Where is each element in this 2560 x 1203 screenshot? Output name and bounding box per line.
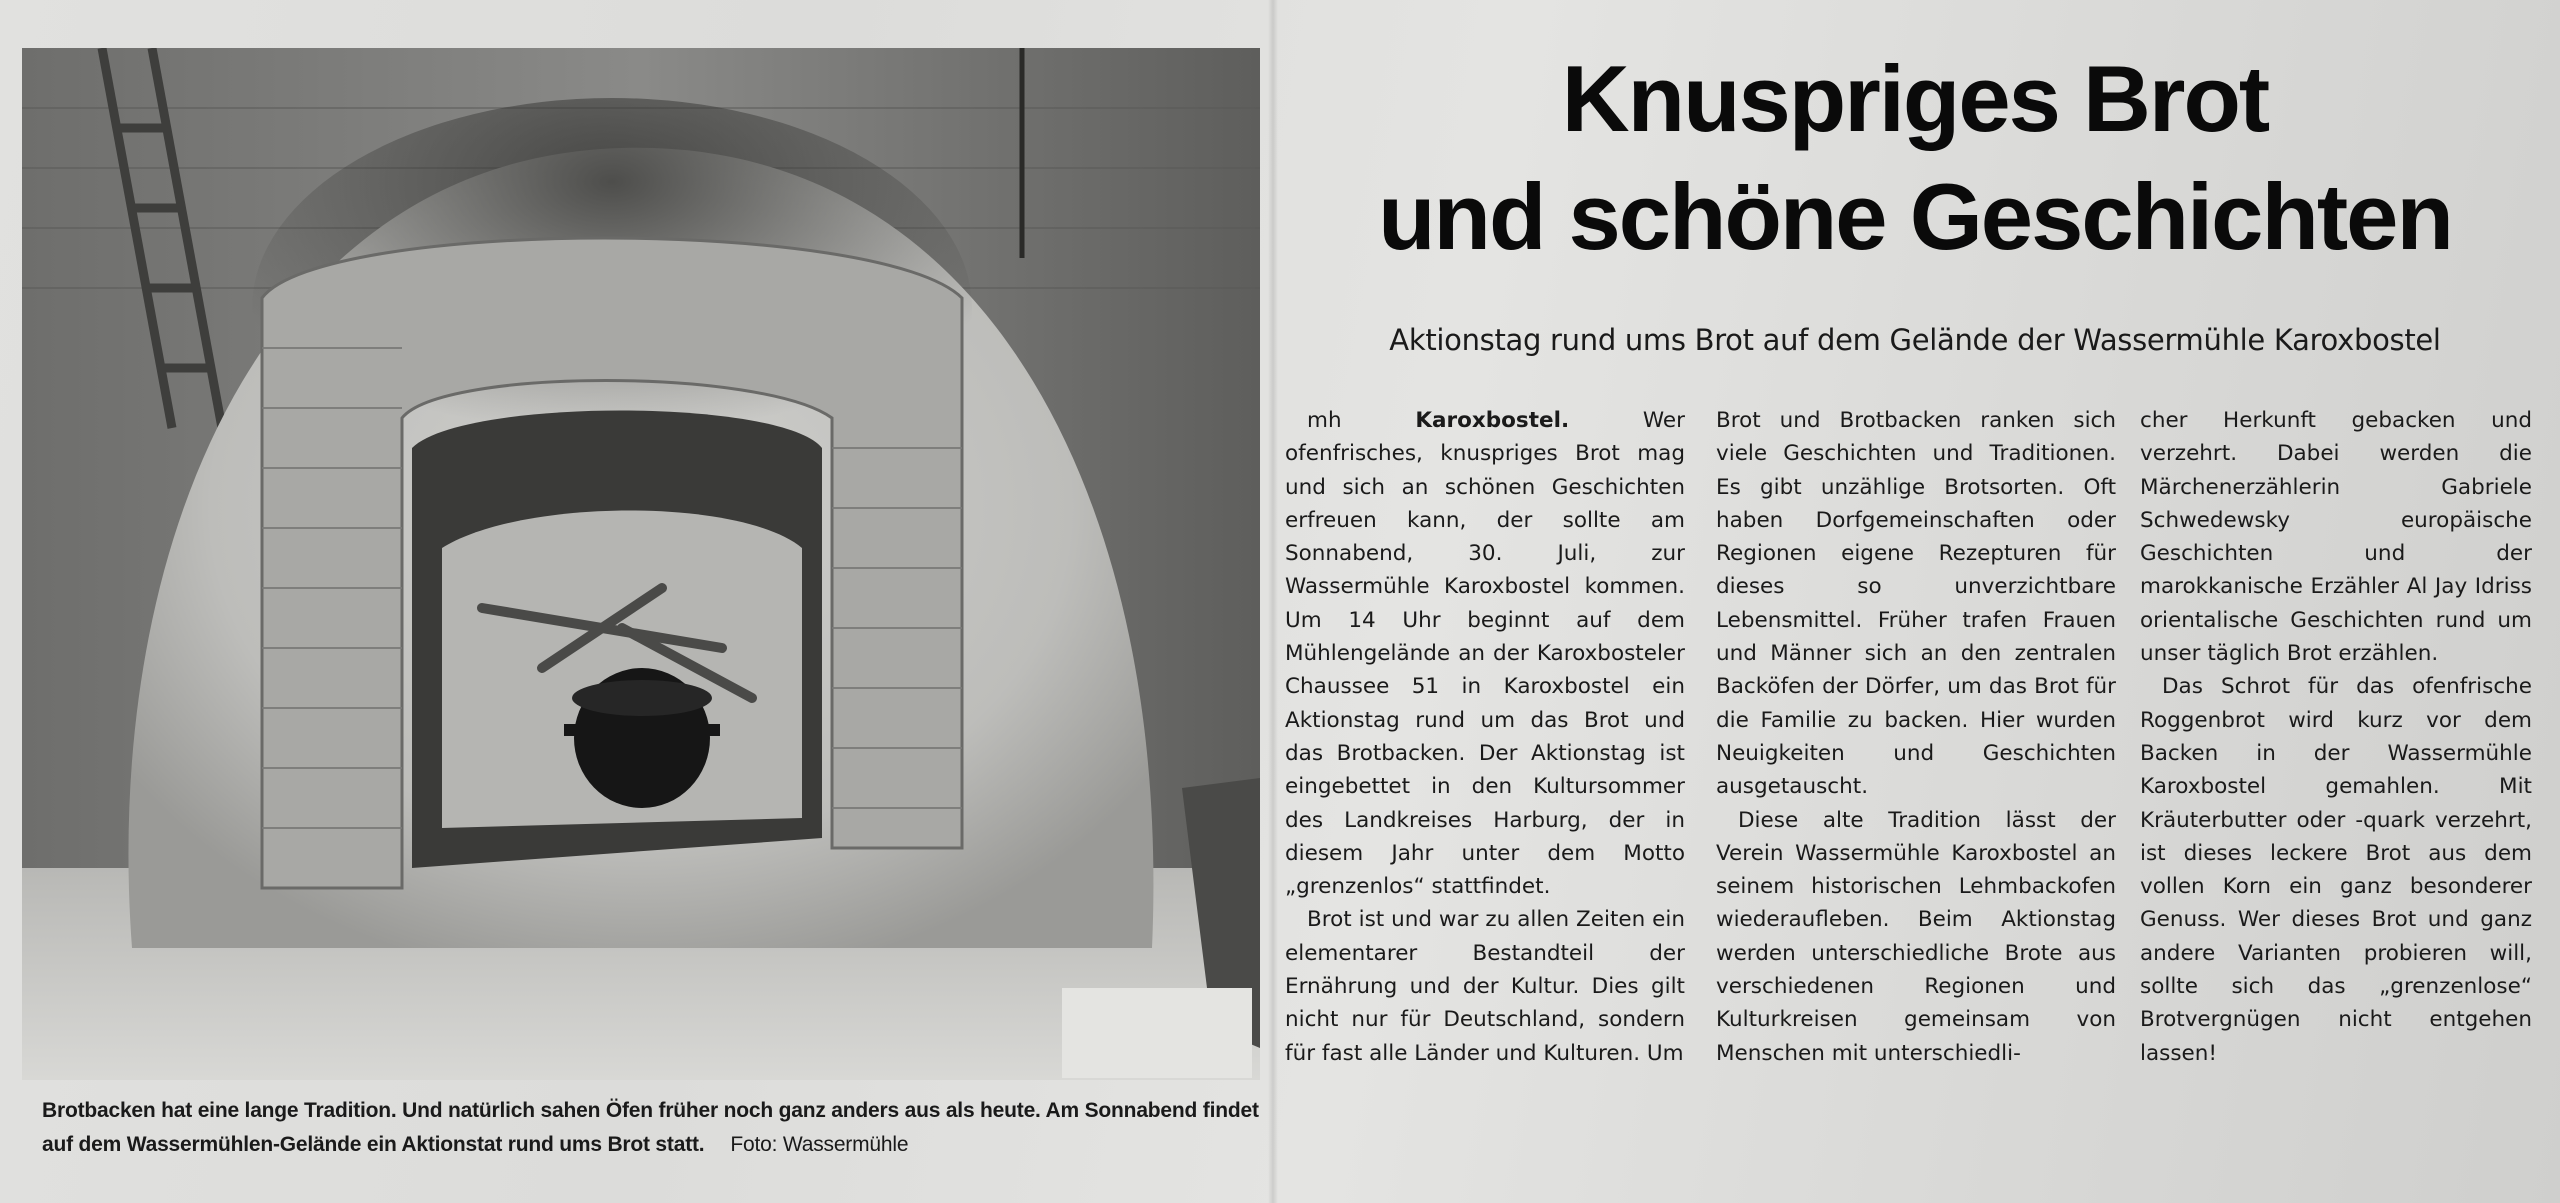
paragraph: Diese alte Tradition lässt der Verein Wassermühle Karoxbostel an seinem historischen Lehmbackofen wiederaufleben. Beim Aktionstag werden unterschiedliche Brote aus verschiedenen Regionen und Kulturkreisen gemeinsam von Menschen mit unterschiedli-	[1716, 807, 2116, 1066]
photo-caption	[42, 1094, 1262, 1162]
paragraph: Brot und Brotbacken ranken sich viele Geschichten und Traditionen. Es gibt unzählige Brotsorten. Oft haben Dorfgemeinschaften oder Regionen eigene Rezepturen für dieses so unverzichtbare Lebensmittel. Früher trafen Frauen und Männer sich an den zentralen Backöfen der Dörfer, um das Brot für die Familie zu backen. Hier wurden Neuigkeiten und Geschichten ausgetauscht.	[1716, 408, 2116, 800]
paragraph: Brot ist und war zu allen Zeiten ein elementarer Bestandteil der Ernährung und der Kultur. Dies gilt nicht nur für Deutschland, sondern für fast alle Länder und Kulturen. Um	[1285, 907, 1685, 1066]
article-column-3	[2140, 404, 2532, 1070]
paragraph: cher Herkunft gebacken und verzehrt. Dabei werden die Märchenerzählerin Gabriele Schwedewsky europäische Geschichten und der marokkanische Erzähler Al Jay Idriss orientalische Geschichten rund um unser täglich Brot erzählen.	[2140, 408, 2532, 667]
headline-line-2: und schöne Geschichten	[1378, 164, 2452, 269]
article-column-1	[1285, 404, 1685, 1070]
paper-fold	[1268, 0, 1278, 1203]
photo-credit: Foto: Wassermühle	[730, 1133, 909, 1156]
headline-line-1: Knuspriges Brot	[1561, 46, 2269, 151]
paragraph: Das Schrot für das ofenfrische Roggenbrot wird kurz vor dem Backen in der Wassermühle Karoxbostel gemahlen. Mit Kräuterbutter oder -quark verzehrt, ist dieses leckere Brot aus dem vollen Korn ein ganz besonderer Genuss. Wer dieses Brot und ganz andere Varianten probieren will, sollte sich das „grenzenlose“ Brotvergnügen nicht entgehen lassen!	[2140, 674, 2532, 1066]
article-column-2	[1716, 404, 2116, 1070]
photo-caption-text: Brotbacken hat eine lange Tradition. Und natürlich sahen Öfen früher noch ganz anders aus als heute. Am Sonnabend findet auf dem Wassermühlen-Gelände ein Aktionstat rund ums Brot statt.	[42, 1099, 1259, 1156]
paragraph-text: Wer ofenfrisches, knuspriges Brot mag und sich an schönen Geschichten erfreuen kann, der sollte am Sonnabend, 30. Juli, zur Wassermühle Karoxbostel kommen. Um 14 Uhr beginnt auf dem Mühlengelände an der Karoxbosteler Chaussee 51 in Karoxbostel ein Aktionstag rund um das Brot und das Brotbacken. Der Aktionstag ist eingebettet in den Kultursommer des Landkreises Harburg, der in diesem Jahr unter dem Motto „grenzenlos“ stattfindet.	[1285, 408, 1685, 900]
oven-photo-image	[22, 48, 1260, 1080]
paragraph	[1285, 404, 1685, 903]
dateline-place: Karoxbostel.	[1415, 408, 1570, 433]
article-subheadline: Aktionstag rund ums Brot auf dem Gelände der Wassermühle Karoxbostel	[1389, 323, 2441, 357]
oven-photo	[22, 48, 1260, 1080]
article-headline	[1290, 40, 2540, 276]
author-initials: mh	[1307, 408, 1342, 433]
